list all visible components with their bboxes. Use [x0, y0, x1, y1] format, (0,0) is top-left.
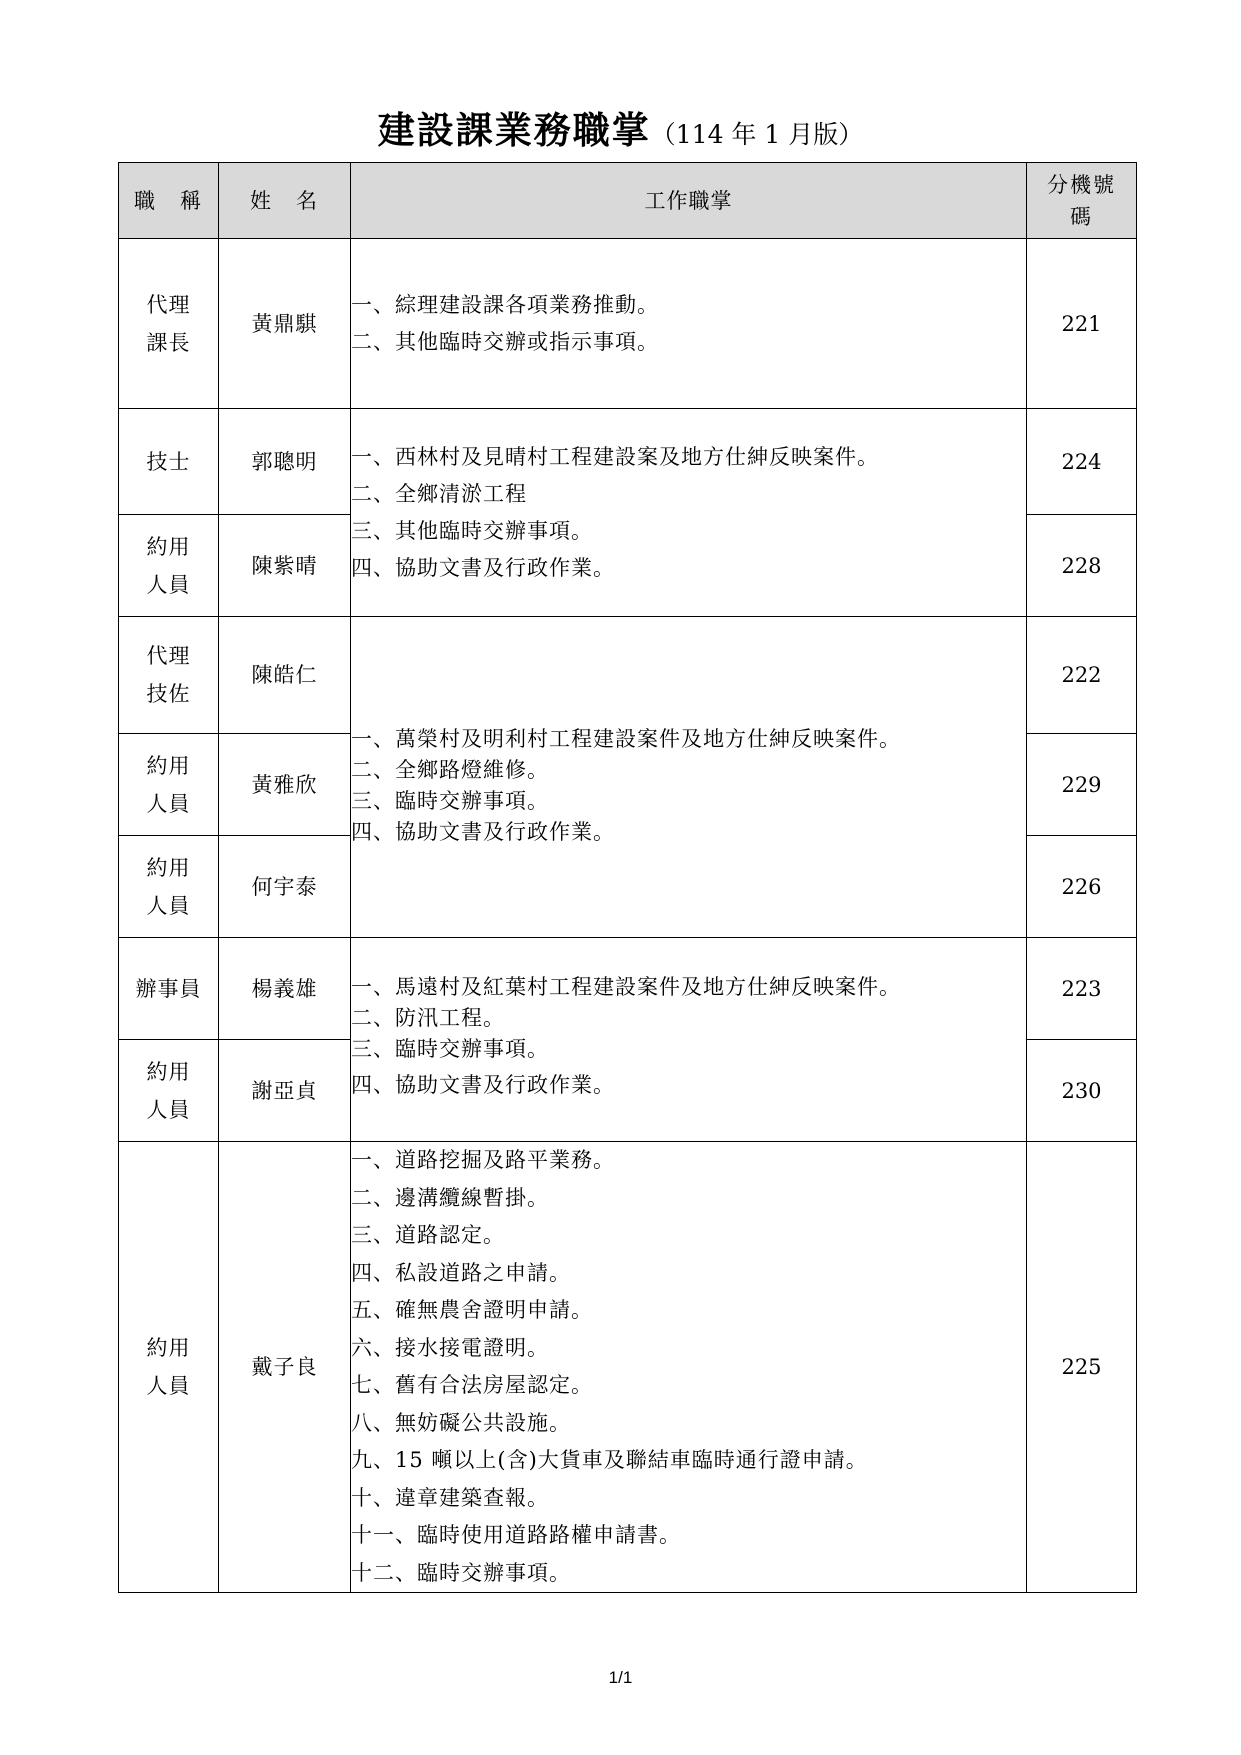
duty-list — [351, 1142, 1026, 1592]
duty-item: 三、其他臨時交辦事項。 — [351, 518, 593, 543]
extension-cell: 224 — [1027, 409, 1137, 515]
job-title-line: 人員 — [146, 1097, 191, 1122]
extension-cell: 226 — [1027, 836, 1137, 938]
job-title-cell — [119, 515, 219, 617]
job-title-cell — [119, 836, 219, 938]
duty-item: 二、其他臨時交辦或指示事項。 — [351, 329, 659, 354]
staff-name-cell: 戴子良 — [219, 1142, 351, 1593]
duty-item: 九、15 噸以上(含)大貨車及聯結車臨時通行證申請。 — [351, 1448, 868, 1472]
staff-name-cell: 黃鼎騏 — [219, 239, 351, 409]
duty-list — [351, 726, 1026, 848]
duty-item: 四、協助文書及行政作業。 — [351, 1073, 615, 1097]
extension-cell: 228 — [1027, 515, 1137, 617]
staff-name-cell: 楊義雄 — [219, 938, 351, 1040]
duty-item: 一、西林村及見晴村工程建設案及地方仕紳反映案件。 — [351, 444, 879, 469]
page-title — [0, 100, 1241, 154]
table-row — [119, 1142, 1137, 1593]
staff-name-cell: 郭聰明 — [219, 409, 351, 515]
job-title-cell — [119, 1142, 219, 1593]
duty-item: 一、道路挖掘及路平業務。 — [351, 1148, 615, 1172]
staff-name-cell: 黃雅欣 — [219, 734, 351, 836]
job-title-line: 人員 — [146, 1374, 191, 1398]
header-name: 姓 名 — [219, 163, 351, 239]
duty-item: 三、臨時交辦事項。 — [351, 789, 549, 813]
job-title-cell — [119, 734, 219, 836]
table-row — [119, 617, 1137, 734]
table-row — [119, 938, 1137, 1040]
job-title-line: 約用 — [146, 753, 191, 778]
extension-cell: 229 — [1027, 734, 1137, 836]
duty-item: 四、私設道路之申請。 — [351, 1260, 571, 1285]
duty-item: 十二、臨時交辦事項。 — [351, 1560, 571, 1585]
duty-item: 二、全鄉路燈維修。 — [351, 758, 549, 782]
duty-item: 一、馬遠村及紅葉村工程建設案件及地方仕紳反映案件。 — [351, 975, 901, 999]
job-title-line: 辦事員 — [135, 976, 202, 1001]
duty-item: 二、全鄉清淤工程 — [351, 481, 527, 506]
document-version: （114 年 1 月版） — [650, 120, 864, 149]
staff-name-cell: 謝亞貞 — [219, 1040, 351, 1142]
duty-item: 十一、臨時使用道路路權申請書。 — [351, 1523, 681, 1547]
job-title-cell — [119, 1040, 219, 1142]
duty-table — [118, 162, 1137, 1593]
duty-item: 八、無妨礙公共設施。 — [351, 1410, 571, 1435]
duty-item: 十、違章建築查報。 — [351, 1485, 549, 1510]
job-title-line: 約用 — [146, 1059, 191, 1084]
duty-item: 三、道路認定。 — [351, 1223, 505, 1247]
extension-cell: 222 — [1027, 617, 1137, 734]
staff-name-cell: 陳皓仁 — [219, 617, 351, 734]
job-title-line: 代理 — [146, 292, 191, 317]
job-title-cell — [119, 239, 219, 409]
extension-cell: 225 — [1027, 1142, 1137, 1593]
extension-cell: 223 — [1027, 938, 1137, 1040]
job-title-line: 約用 — [146, 1336, 191, 1360]
extension-cell: 230 — [1027, 1040, 1137, 1142]
duty-cell — [351, 1142, 1027, 1593]
job-title-line: 人員 — [146, 893, 191, 918]
staff-name-cell: 何宇泰 — [219, 836, 351, 938]
duty-item: 二、防汛工程。 — [351, 1006, 505, 1030]
job-title-cell — [119, 938, 219, 1040]
duty-item: 六、接水接電證明。 — [351, 1335, 549, 1360]
document-title: 建設課業務職掌 — [377, 108, 651, 152]
duty-list — [351, 287, 1026, 361]
job-title-line: 約用 — [146, 534, 191, 559]
job-title-line: 課長 — [146, 330, 191, 355]
duty-list — [351, 439, 1026, 587]
duty-item: 四、協助文書及行政作業。 — [351, 555, 615, 580]
header-extension-line1: 分機號 — [1047, 172, 1116, 197]
job-title-cell — [119, 409, 219, 515]
duty-item: 五、確無農舍證明申請。 — [351, 1298, 593, 1322]
page-number: 1/1 — [608, 1668, 633, 1687]
job-title-line: 人員 — [146, 572, 191, 597]
staff-name-cell: 陳紫晴 — [219, 515, 351, 617]
header-duties: 工作職掌 — [351, 163, 1027, 239]
duty-cell — [351, 239, 1027, 409]
duty-item: 四、協助文書及行政作業。 — [351, 820, 615, 844]
job-title-line: 人員 — [146, 791, 191, 816]
job-title-line: 技佐 — [146, 682, 191, 706]
duty-item: 一、萬榮村及明利村工程建設案件及地方仕紳反映案件。 — [351, 727, 901, 751]
duty-list — [351, 974, 1026, 1105]
header-extension-line2: 碼 — [1070, 204, 1093, 229]
header-extension — [1027, 163, 1137, 239]
header-title: 職 稱 — [119, 163, 219, 239]
header-row — [119, 163, 1137, 239]
job-title-line: 代理 — [146, 644, 191, 668]
table-row — [119, 409, 1137, 515]
duty-cell — [351, 617, 1027, 938]
duty-item: 一、綜理建設課各項業務推動。 — [351, 292, 659, 317]
table-row — [119, 239, 1137, 409]
extension-cell: 221 — [1027, 239, 1137, 409]
duty-item: 二、邊溝纜線暫掛。 — [351, 1185, 549, 1210]
job-title-cell — [119, 617, 219, 734]
duty-cell — [351, 409, 1027, 617]
duty-item: 七、舊有合法房屋認定。 — [351, 1373, 593, 1397]
job-title-line: 技士 — [146, 449, 191, 474]
duty-cell — [351, 938, 1027, 1142]
duty-item: 三、臨時交辦事項。 — [351, 1037, 549, 1061]
job-title-line: 約用 — [146, 855, 191, 880]
